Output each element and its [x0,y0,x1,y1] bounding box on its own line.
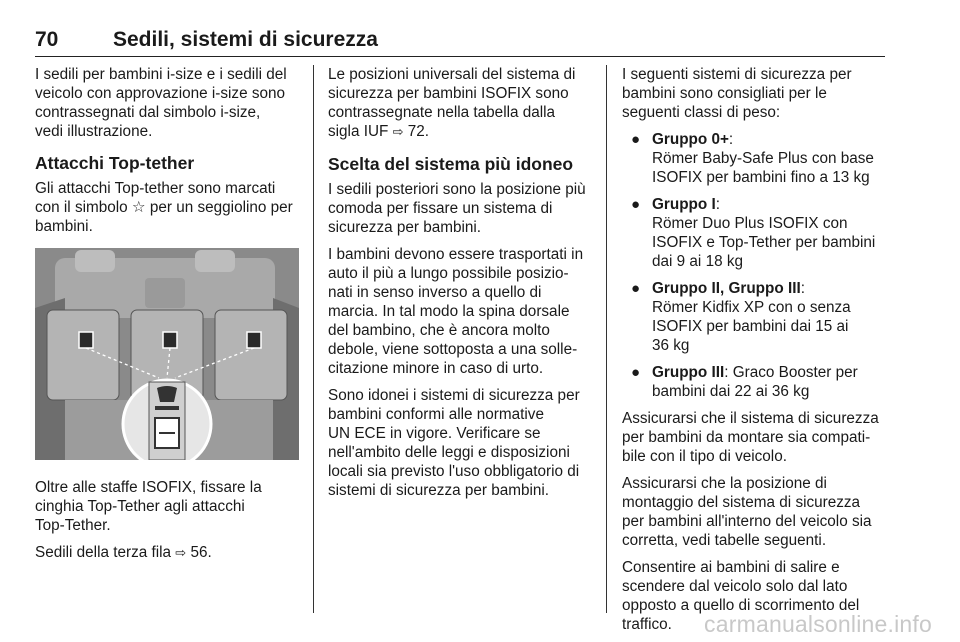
intro-paragraph: I sedili per bambini i-size e i sedili del veicolo con approvazione i-size sono contrassegnati dal simbolo i-size, vedi illustrazione. [35,66,287,140]
list-item: ● Gruppo I: Römer Duo Plus ISOFIX con ISOFIX e Top-Tether per bambini dai 9 ai 18 kg [631,196,876,270]
un-ece-paragraph: Sono idonei i sistemi di sicurezza per bambini conformi alle normative UN ECE in vigore. Verificare se nell'ambito delle leggi e disposizioni locali sia previsto l'uso obbligatorio di sistemi di sicurezza per bambini. [328,387,580,499]
column-3 [622,65,888,642]
top-tether-illustration [35,248,299,460]
column-2 [328,65,594,508]
column-divider [313,65,314,613]
section-heading-top-tether: Attacchi Top-tether [35,153,195,173]
section-heading-choice: Scelta del sistema più idoneo [328,154,574,174]
list-item: ● Gruppo II, Gruppo III: Römer Kidfix XP con o senza ISOFIX per bambini dai 15 ai 36 kg [631,280,851,354]
page-reference-arrow-icon: ⇨ [392,125,404,140]
page-title: Sedili, sistemi di sicurezza [113,28,378,51]
list-item: ● Gruppo III: Graco Booster per bambini dai 22 ai 36 kg [631,364,858,400]
page-reference-arrow-icon: ⇨ [175,546,187,561]
rearward-facing-paragraph: I bambini devono essere trasportati in auto il più a lungo possibile posizio- nati in senso inverso a quello di marcia. In tal modo la spina dorsale del bambino, che è ancora molto debole, viene sottoposta a una solle- citazione minore in caso di urto. [328,246,584,377]
mounting-position-paragraph: Assicurarsi che la posizione di montaggio del sistema di sicurezza per bambini all'interno del veicolo sia corretta, vedi tabelle seguenti. [622,475,872,549]
bullet-icon: ● [631,280,641,297]
bullet-icon: ● [631,196,641,213]
seat-illustration-svg [35,248,299,460]
isofix-paragraph: Oltre alle staffe ISOFIX, fissare la cinghia Top-Tether agli attacchi Top-Tether. [35,479,262,534]
rear-seats-paragraph: I sedili posteriori sono la posizione più comoda per fissare un sistema di sicurezza per bambini. [328,181,586,236]
bullet-icon: ● [631,364,641,381]
universal-positions-paragraph: Le posizioni universali del sistema di sicurezza per bambini ISOFIX sono contrassegnate nella tabella dalla sigla IUF ⇨ 72. [328,66,576,140]
recommended-systems-paragraph: I seguenti sistemi di sicurezza per bambini sono consigliati per le seguenti classi di peso: [622,66,852,121]
third-row-reference: Sedili della terza fila ⇨ 56. [35,544,212,561]
weight-class-list [622,130,888,401]
bullet-icon: ● [631,131,641,148]
page-header [35,28,885,57]
traffic-side-paragraph: Consentire ai bambini di salire e scendere dal veicolo solo dal lato opposto a quello di scorrimento del traffico. [622,559,860,633]
list-item: ● Gruppo 0+: Römer Baby-Safe Plus con base ISOFIX per bambini fino a 13 kg [631,131,874,186]
page-number: 70 [35,28,59,51]
column-1 [35,65,305,571]
column-divider [606,65,607,613]
compatibility-paragraph: Assicurarsi che il sistema di sicurezza per bambini da montare sia compati- bile con il tipo di veicolo. [622,410,879,465]
watermark: carmanualsonline.info [704,611,932,637]
top-tether-paragraph: Gli attacchi Top-tether sono marcati con il simbolo ☆ per un seggiolino per bambini. [35,180,293,235]
